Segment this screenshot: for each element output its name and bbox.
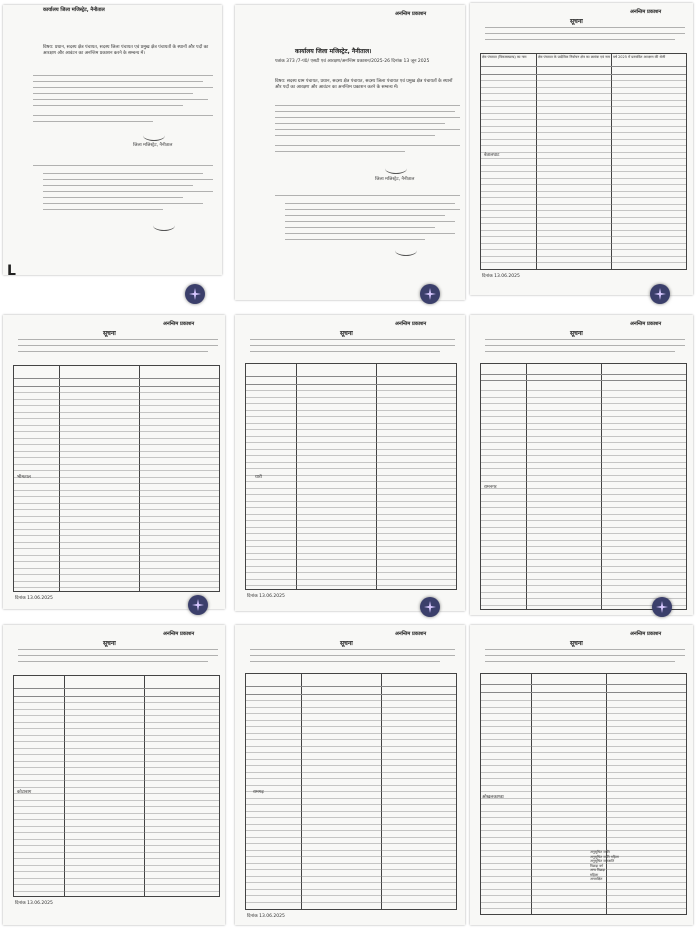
page-subject: विषय: प्रधान, सदस्य क्षेत्र पंचायत, सदस्य जिला पंचायत एवं प्रमुख क्षेत्र पंचायतों के स्थानों और पदों का आरक्षण और आवंटन का अनन्तिम प्रकाशन करने के सम्बन्ध में।: [43, 45, 209, 56]
table-row: [14, 418, 219, 419]
table-row: [481, 191, 686, 192]
table-row: [14, 715, 219, 716]
table-row: [481, 837, 686, 838]
table-row: [481, 468, 686, 469]
table-row: [246, 579, 456, 580]
document-page-3: [470, 3, 693, 295]
table-row: [14, 542, 219, 543]
table-row: [14, 561, 219, 562]
table-row: [246, 429, 456, 430]
table-row: [14, 587, 219, 588]
table-row: [481, 113, 686, 114]
table-row: [481, 494, 686, 495]
table-row: [14, 581, 219, 582]
table-row: [246, 739, 456, 740]
table-row: [481, 830, 686, 831]
block-name: रामगढ़: [253, 790, 264, 795]
page-header: सूचना: [340, 640, 353, 647]
signature-label: जिला मजिस्ट्रेट, नैनीताल: [133, 143, 173, 148]
table-row: [246, 585, 456, 586]
table-row: [481, 507, 686, 508]
table-row: [246, 824, 456, 825]
table-row: [246, 423, 456, 424]
table-row: [481, 243, 686, 244]
table-row: [14, 845, 219, 846]
table-row: [481, 700, 686, 701]
table-row: [481, 423, 686, 424]
table-row: [14, 806, 219, 807]
table-row: [246, 455, 456, 456]
table-row: [481, 126, 686, 127]
table-row: [246, 856, 456, 857]
table-row: [481, 475, 686, 476]
table-row: [481, 746, 686, 747]
stamp: अनन्तिम प्रकाशन: [163, 321, 195, 327]
table-row: [14, 555, 219, 556]
table-row: [481, 436, 686, 437]
table-row: [481, 93, 686, 94]
table-header-category: वर्ष 2025 में प्रस्तावित आरक्षण की श्रेणी: [613, 55, 666, 59]
table-row: [246, 462, 456, 463]
sparkle-icon[interactable]: [188, 595, 208, 615]
table-row: [246, 889, 456, 890]
table-row: [14, 702, 219, 703]
document-page-2: [235, 5, 465, 300]
stamp: अनन्तिम प्रकाशन: [630, 321, 662, 327]
table-row: [14, 496, 219, 497]
table-row: [481, 119, 686, 120]
table-row: [14, 438, 219, 439]
table-row: [481, 817, 686, 818]
table-row: [14, 529, 219, 530]
table-row: [481, 429, 686, 430]
table-row: [481, 132, 686, 133]
table-row: [481, 585, 686, 586]
table-row: [14, 852, 219, 853]
sparkle-icon[interactable]: [420, 284, 440, 304]
table-row: [481, 752, 686, 753]
table-row: [481, 546, 686, 547]
table-row: [246, 752, 456, 753]
block-name: भीमताल: [17, 475, 31, 480]
table-row: [481, 87, 686, 88]
table-row: [246, 720, 456, 721]
table-row: [246, 830, 456, 831]
table-row: [14, 568, 219, 569]
document-page-7: [3, 625, 225, 925]
table-row: [246, 501, 456, 502]
table-row: [481, 882, 686, 883]
table-row: [481, 416, 686, 417]
table-row: [481, 824, 686, 825]
page-date: दिनांक 13.06.2025: [15, 596, 53, 601]
table-row: [14, 451, 219, 452]
page-date: दिनांक 13.06.2025: [482, 274, 520, 279]
table-row: [481, 236, 686, 237]
table-row: [481, 572, 686, 573]
sparkle-icon[interactable]: [650, 284, 670, 304]
page-header: सूचना: [340, 330, 353, 337]
table-row: [481, 843, 686, 844]
table-row: [246, 572, 456, 573]
document-page-1: [3, 5, 222, 275]
block-name: ओखलकाण्डा: [482, 795, 504, 800]
table-row: [481, 410, 686, 411]
table-row: [14, 522, 219, 523]
table-row: [481, 197, 686, 198]
table-row: [246, 837, 456, 838]
table-row: [14, 509, 219, 510]
page-header: सूचना: [570, 18, 583, 25]
table-row: [246, 759, 456, 760]
table-row: [481, 390, 686, 391]
table-row: [481, 559, 686, 560]
table-row: [246, 811, 456, 812]
table-row: [246, 843, 456, 844]
table-row: [481, 778, 686, 779]
table-row: [481, 139, 686, 140]
table-row: [481, 514, 686, 515]
table-row: [481, 785, 686, 786]
table-row: [481, 772, 686, 773]
table-row: [481, 455, 686, 456]
table-row: [246, 798, 456, 799]
table-row: [246, 778, 456, 779]
table-row: [246, 533, 456, 534]
table-row: [14, 405, 219, 406]
table-row: [14, 787, 219, 788]
table-row: [14, 574, 219, 575]
table-row: [246, 553, 456, 554]
table-row: [14, 780, 219, 781]
table-row: [481, 707, 686, 708]
table-row: [14, 891, 219, 892]
table-row: [481, 765, 686, 766]
table-row: [246, 559, 456, 560]
table-row: [481, 449, 686, 450]
table-row: [481, 889, 686, 890]
table-row: [246, 726, 456, 727]
table-row: [481, 811, 686, 812]
table-row: [481, 553, 686, 554]
document-page-8: [235, 625, 465, 925]
table-header-block: क्षेत्र पंचायत (विकासखण्ड) का नाम: [482, 55, 527, 59]
page-header: सूचना: [570, 330, 583, 337]
stamp: अनन्तिम प्रकाशन: [395, 321, 427, 327]
table-row: [14, 832, 219, 833]
table-row: [481, 527, 686, 528]
table-row: [14, 754, 219, 755]
table-row: [246, 876, 456, 877]
table-row: [14, 865, 219, 866]
table-row: [481, 895, 686, 896]
table-row: [246, 436, 456, 437]
table-row: [246, 765, 456, 766]
page-date: दिनांक 13.06.2025: [247, 594, 285, 599]
table-row: [481, 106, 686, 107]
table-row: [14, 457, 219, 458]
table-row: [14, 858, 219, 859]
table-row: [246, 397, 456, 398]
table-row: [481, 533, 686, 534]
document-page-5: [235, 315, 465, 611]
table-row: [14, 464, 219, 465]
table-row: [14, 722, 219, 723]
table-row: [246, 449, 456, 450]
table-row: [481, 230, 686, 231]
table-row: [481, 804, 686, 805]
table-row: [246, 494, 456, 495]
table-row: [246, 520, 456, 521]
table-row: [246, 882, 456, 883]
table-row: [246, 863, 456, 864]
table-row: [14, 709, 219, 710]
table-row: [14, 392, 219, 393]
table-header-constituency: क्षेत्र पंचायत के प्रादेशिक निर्वाचन क्षेत्र का क्रमांक एवं नाम: [538, 55, 611, 59]
table-row: [481, 262, 686, 263]
stamp: अनन्तिम प्रकाशन: [395, 11, 427, 17]
table-row: [246, 481, 456, 482]
table-row: [481, 184, 686, 185]
corner-mark: L: [7, 263, 16, 275]
table-row: [246, 390, 456, 391]
table-row: [481, 217, 686, 218]
table-row: [14, 490, 219, 491]
table-row: [481, 249, 686, 250]
table-row: [481, 442, 686, 443]
table-row: [14, 748, 219, 749]
block-name: रामनगर: [484, 485, 497, 490]
page-header: सूचना: [570, 640, 583, 647]
table-row: [14, 741, 219, 742]
stamp: अनन्तिम प्रकाशन: [630, 631, 662, 637]
table-row: [14, 728, 219, 729]
table-row: [246, 468, 456, 469]
stamp: अनन्तिम प्रकाशन: [163, 631, 195, 637]
table-row: [246, 895, 456, 896]
page-header: कार्यालय जिला मजिस्ट्रेट, नैनीताल।: [295, 48, 372, 55]
table-row: [481, 592, 686, 593]
table-row: [481, 791, 686, 792]
document-page-4: [3, 315, 225, 609]
table-row: [246, 416, 456, 417]
table-row: [14, 735, 219, 736]
table-row: [481, 908, 686, 909]
table-row: [481, 256, 686, 257]
table-row: [14, 535, 219, 536]
table-row: [481, 540, 686, 541]
table-row: [481, 902, 686, 903]
table-row: [246, 733, 456, 734]
page-subject: विषय: सदस्य ग्राम पंचायत, प्रधान, सदस्य क्षेत्र पंचायत, सदस्य जिला पंचायत एवं प्रमुख क्षेत्र पंचायतों के स्थानों और पदों का आरक्षण और आवंटन का अनन्तिम प्रकाशन करने के सम्बन्ध में।: [275, 79, 453, 90]
table-row: [481, 178, 686, 179]
category-list: अनुसूचित जाति अनुसूचित जाति महिला अनुसूचित जनजाति पिछड़ा वर्ग अन्य पिछड़ा महिला अनारक्षित: [590, 850, 619, 881]
table-row: [481, 204, 686, 205]
table-row: [481, 579, 686, 580]
table-row: [481, 223, 686, 224]
stamp: अनन्तिम प्रकाशन: [395, 631, 427, 637]
table-row: [246, 746, 456, 747]
page-header: सूचना: [103, 640, 116, 647]
table-row: [246, 540, 456, 541]
table-row: [246, 700, 456, 701]
table-row: [246, 850, 456, 851]
table-row: [14, 516, 219, 517]
table-row: [14, 884, 219, 885]
table-row: [14, 548, 219, 549]
table-row: [481, 165, 686, 166]
table-row: [481, 481, 686, 482]
page-header: कार्यालय जिला मजिस्ट्रेट, नैनीताल: [43, 7, 105, 13]
table-row: [246, 403, 456, 404]
table-row: [246, 527, 456, 528]
table-row: [481, 520, 686, 521]
stamp: अनन्तिम प्रकाशन: [630, 9, 662, 15]
table-row: [246, 546, 456, 547]
document-page-6: [470, 315, 693, 615]
table-row: [481, 171, 686, 172]
reservation-table: [13, 675, 220, 897]
table-row: [14, 431, 219, 432]
table-row: [14, 839, 219, 840]
table-row: [481, 100, 686, 101]
sparkle-icon[interactable]: [185, 284, 205, 304]
page-header: सूचना: [103, 330, 116, 337]
table-row: [246, 902, 456, 903]
table-row: [481, 145, 686, 146]
table-row: [246, 804, 456, 805]
block-name: कोटाबाग: [17, 790, 32, 795]
table-row: [481, 566, 686, 567]
sparkle-icon[interactable]: [420, 597, 440, 617]
table-row: [481, 733, 686, 734]
table-row: [14, 871, 219, 872]
table-row: [14, 774, 219, 775]
block-name: बेतालघाट: [484, 153, 500, 158]
signature: [143, 130, 165, 141]
reservation-table: [480, 53, 687, 270]
table-row: [481, 759, 686, 760]
table-row: [246, 785, 456, 786]
table-row: [246, 566, 456, 567]
table-row: [14, 412, 219, 413]
table-row: [481, 739, 686, 740]
table-row: [14, 767, 219, 768]
table-row: [14, 813, 219, 814]
table-row: [481, 462, 686, 463]
table-row: [481, 726, 686, 727]
table-row: [14, 819, 219, 820]
table-row: [14, 800, 219, 801]
table-row: [246, 713, 456, 714]
table-row: [14, 399, 219, 400]
table-row: [246, 410, 456, 411]
table-row: [14, 503, 219, 504]
table-row: [481, 403, 686, 404]
table-row: [481, 501, 686, 502]
table-row: [481, 720, 686, 721]
table-row: [246, 488, 456, 489]
table-row: [14, 826, 219, 827]
table-row: [14, 483, 219, 484]
table-row: [246, 772, 456, 773]
table-row: [14, 761, 219, 762]
signature-label: जिला मजिस्ट्रेट, नैनीताल: [375, 177, 415, 182]
table-row: [14, 878, 219, 879]
page-date: दिनांक 13.06.2025: [15, 901, 53, 906]
table-row: [481, 397, 686, 398]
reference: पत्रांक 373 /7-पं0/ एसटी एवं आरक्षण/अनन्तिम प्रकाशन/2025-26 दिनांक 13 जून 2025: [275, 59, 430, 64]
table-row: [14, 425, 219, 426]
table-row: [246, 869, 456, 870]
sparkle-icon[interactable]: [652, 597, 672, 617]
table-row: [246, 514, 456, 515]
table-row: [14, 444, 219, 445]
table-row: [481, 80, 686, 81]
table-row: [14, 470, 219, 471]
table-row: [481, 210, 686, 211]
table-row: [481, 713, 686, 714]
table-row: [246, 707, 456, 708]
table-row: [246, 817, 456, 818]
table-row: [246, 507, 456, 508]
page-date: दिनांक 13.06.2025: [247, 914, 285, 919]
block-name: धारी: [255, 475, 262, 480]
table-row: [246, 442, 456, 443]
